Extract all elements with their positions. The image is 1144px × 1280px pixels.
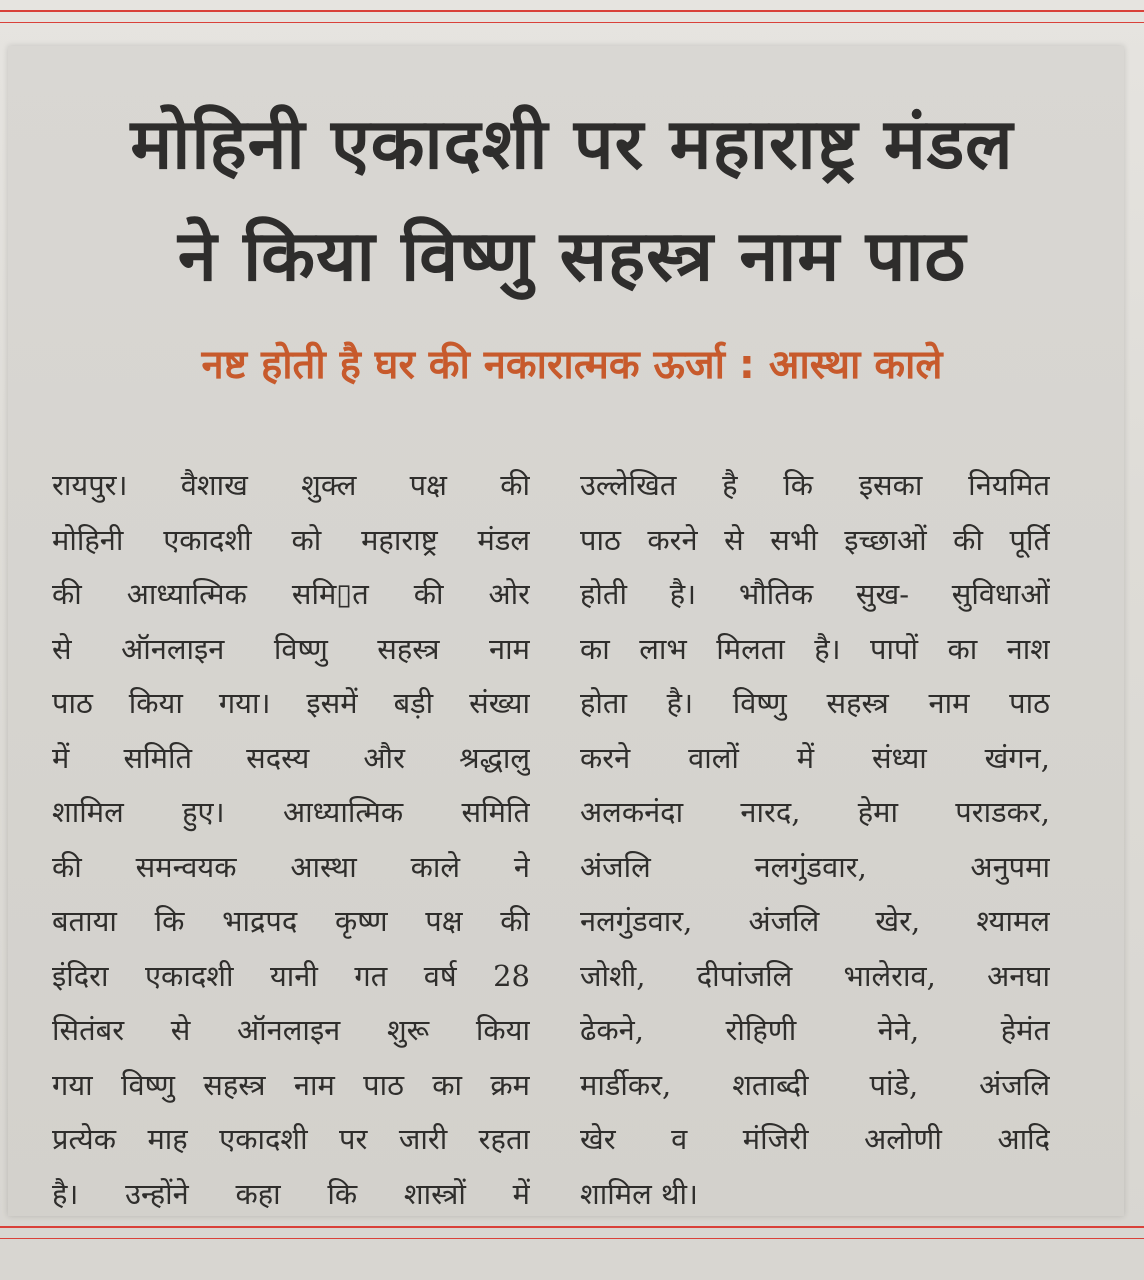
body-line: होता है। विष्णु सहस्त्र नाम पाठ [580,686,1050,720]
body-line: रायपुर। वैशाख शुक्ल पक्ष की [52,468,530,502]
body-line: इंदिरा एकादशी यानी गत वर्ष 28 [52,958,530,993]
body-line: प्रत्येक माह एकादशी पर जारी रहता [52,1122,530,1156]
bottom-red-rule [0,1226,1144,1228]
body-line: सितंबर से ऑनलाइन शुरू किया [52,1013,530,1047]
article-subheadline: नष्ट होती है घर की नकारात्मक ऊर्जा : आस्था काले [201,342,943,388]
body-line: उल्लेखित है कि इसका नियमित [580,468,1050,502]
body-line: पाठ करने से सभी इच्छाओं की पूर्ति [580,522,1050,557]
body-line: अंजलि नलगुंडवार, अनुपमा [580,849,1050,884]
body-line-last: शामिल थी। [580,1176,698,1211]
body-line: जोशी, दीपांजलि भालेराव, अनघा [580,958,1050,993]
article-body-right-column [580,458,1050,1221]
body-line: ढेकने, रोहिणी नेने, हेमंत [580,1013,1050,1047]
body-line: खेर व मंजिरी अलोणी आदि [580,1122,1050,1156]
body-line: से ऑनलाइन विष्णु सहस्त्र नाम [52,631,530,666]
body-line: मोहिनी एकादशी को महाराष्ट्र मंडल [52,522,530,557]
body-line: मार्डीकर, शताब्दी पांडे, अंजलि [580,1067,1050,1102]
body-line: है। उन्होंने कहा कि शास्त्रों में [52,1176,530,1211]
body-line: की समन्वयक आस्था काले ने [52,849,530,884]
bottom-red-rule-thin [0,1238,1144,1239]
body-line: की आध्यात्मिक समि▯त की ओर [52,577,530,611]
top-red-rule-thin [0,22,1144,23]
body-line: नलगुंडवार, अंजलि खेर, श्यामल [580,904,1050,938]
body-line: शामिल हुए। आध्यात्मिक समिति [52,795,530,829]
body-line: गया विष्णु सहस्त्र नाम पाठ का क्रम [52,1067,530,1102]
article-headline [0,88,1144,312]
body-line: अलकनंदा नारद, हेमा पराडकर, [580,795,1050,829]
body-line: होती है। भौतिक सुख- सुविधाओं [580,577,1050,611]
body-line: में समिति सदस्य और श्रद्धालु [52,740,530,775]
body-line: पाठ किया गया। इसमें बड़ी संख्या [52,686,530,720]
top-red-rule [0,10,1144,12]
body-line: का लाभ मिलता है। पापों का नाश [580,631,1050,666]
article-body-left-column [52,458,530,1221]
body-line: करने वालों में संध्या खंगन, [580,740,1050,775]
headline-line-1: मोहिनी एकादशी पर महाराष्ट्र मंडल [130,103,1014,185]
headline-line-2: ने किया विष्णु सहस्त्र नाम पाठ [177,215,967,297]
body-line: बताया कि भाद्रपद कृष्ण पक्ष की [52,904,530,938]
